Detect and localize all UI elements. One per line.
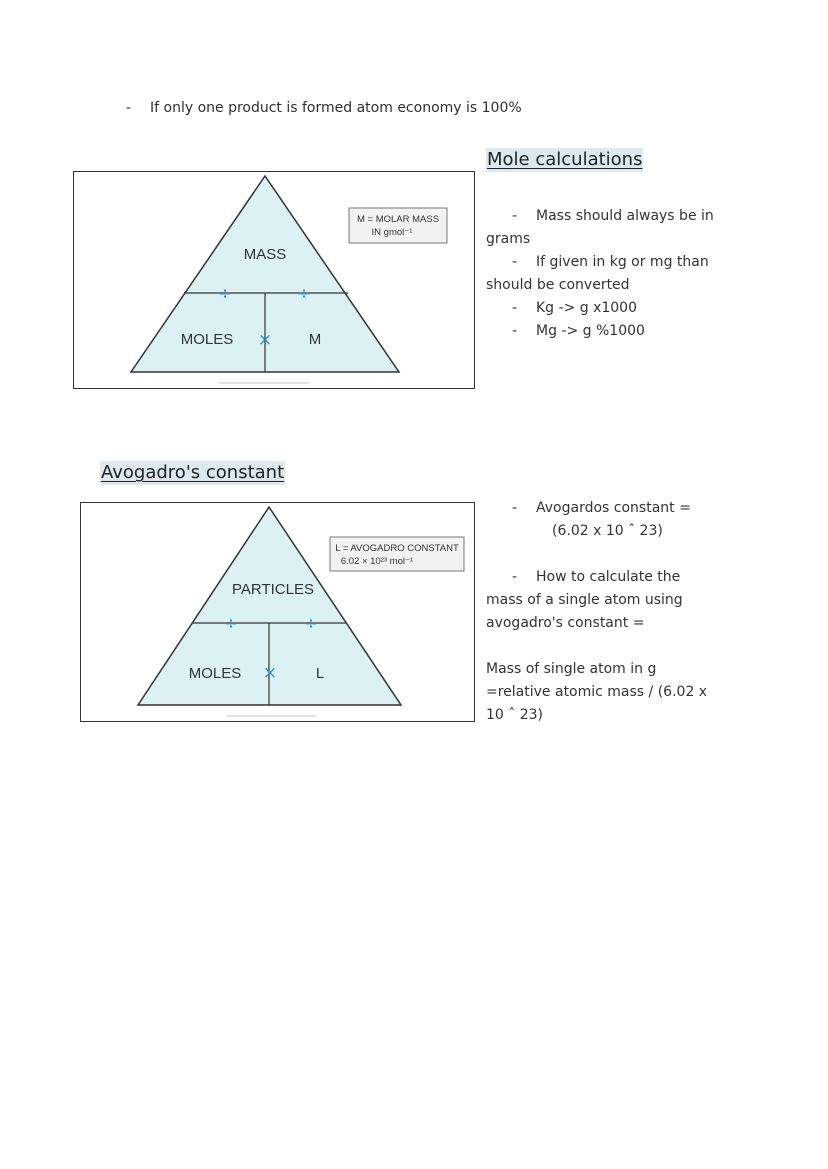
triangle-right-label: M [308,331,322,348]
divide-left-symbol: ÷ [223,614,239,634]
avogadro-heading: Avogadro's constant [101,462,285,483]
note-continuation: mass of a single atom using [486,592,683,608]
divide-left-symbol: ÷ [217,284,233,304]
triangle-left-label: MOLES [180,331,234,348]
intro-text: If only one product is formed atom economy is 100% [150,100,522,116]
mole-triangle-figure [73,171,475,389]
triangle-top-label: MASS [243,246,287,263]
divide-right-symbol: ÷ [303,614,319,634]
formula-line: =relative atomic mass / (6.02 x [486,684,708,700]
triangle-left-label: MOLES [188,665,242,682]
legend-line-1: M = MOLAR MASS [356,214,440,225]
formula-line: 10 ˆ 23) [486,707,543,723]
triangle-right-label: L [315,665,325,682]
bullet-dash: - [126,100,132,116]
note-item: - Avogardos constant = [512,500,691,516]
note-item: - Mass should always be in [512,208,714,224]
mole-calculations-heading: Mole calculations [487,149,643,170]
legend-line-1: L = AVOGADRO CONSTANT [335,543,459,554]
avogadro-notes [486,497,816,727]
avogadro-triangle-figure [80,502,475,722]
mole-notes [486,205,816,343]
note-continuation: should be converted [486,277,630,293]
legend-line-2: IN gmol⁻¹ [371,227,413,238]
intro-bullet [126,100,522,116]
mole-triangle-diagram [74,172,474,388]
divide-right-symbol: ÷ [296,284,312,304]
copyright-smudge [219,382,309,384]
note-item: - If given in kg or mg than [512,254,709,270]
note-item: - Mg -> g %1000 [512,323,645,339]
note-item: - How to calculate the [512,569,681,585]
spacer [486,635,816,658]
formula-line: Mass of single atom in g [486,661,657,677]
triangle-top-label: PARTICLES [232,581,314,598]
legend-line-2: 6.02 × 10²³ mol⁻¹ [340,556,414,567]
multiply-symbol: × [262,663,278,683]
copyright-smudge [226,715,316,717]
multiply-symbol: × [257,330,273,350]
note-continuation: avogadro's constant = [486,615,645,631]
avogadro-triangle-diagram [81,503,474,721]
spacer [486,543,816,566]
note-continuation: (6.02 x 10 ˆ 23) [552,523,663,539]
note-item: - Kg -> g x1000 [512,300,638,316]
note-continuation: grams [486,231,531,247]
